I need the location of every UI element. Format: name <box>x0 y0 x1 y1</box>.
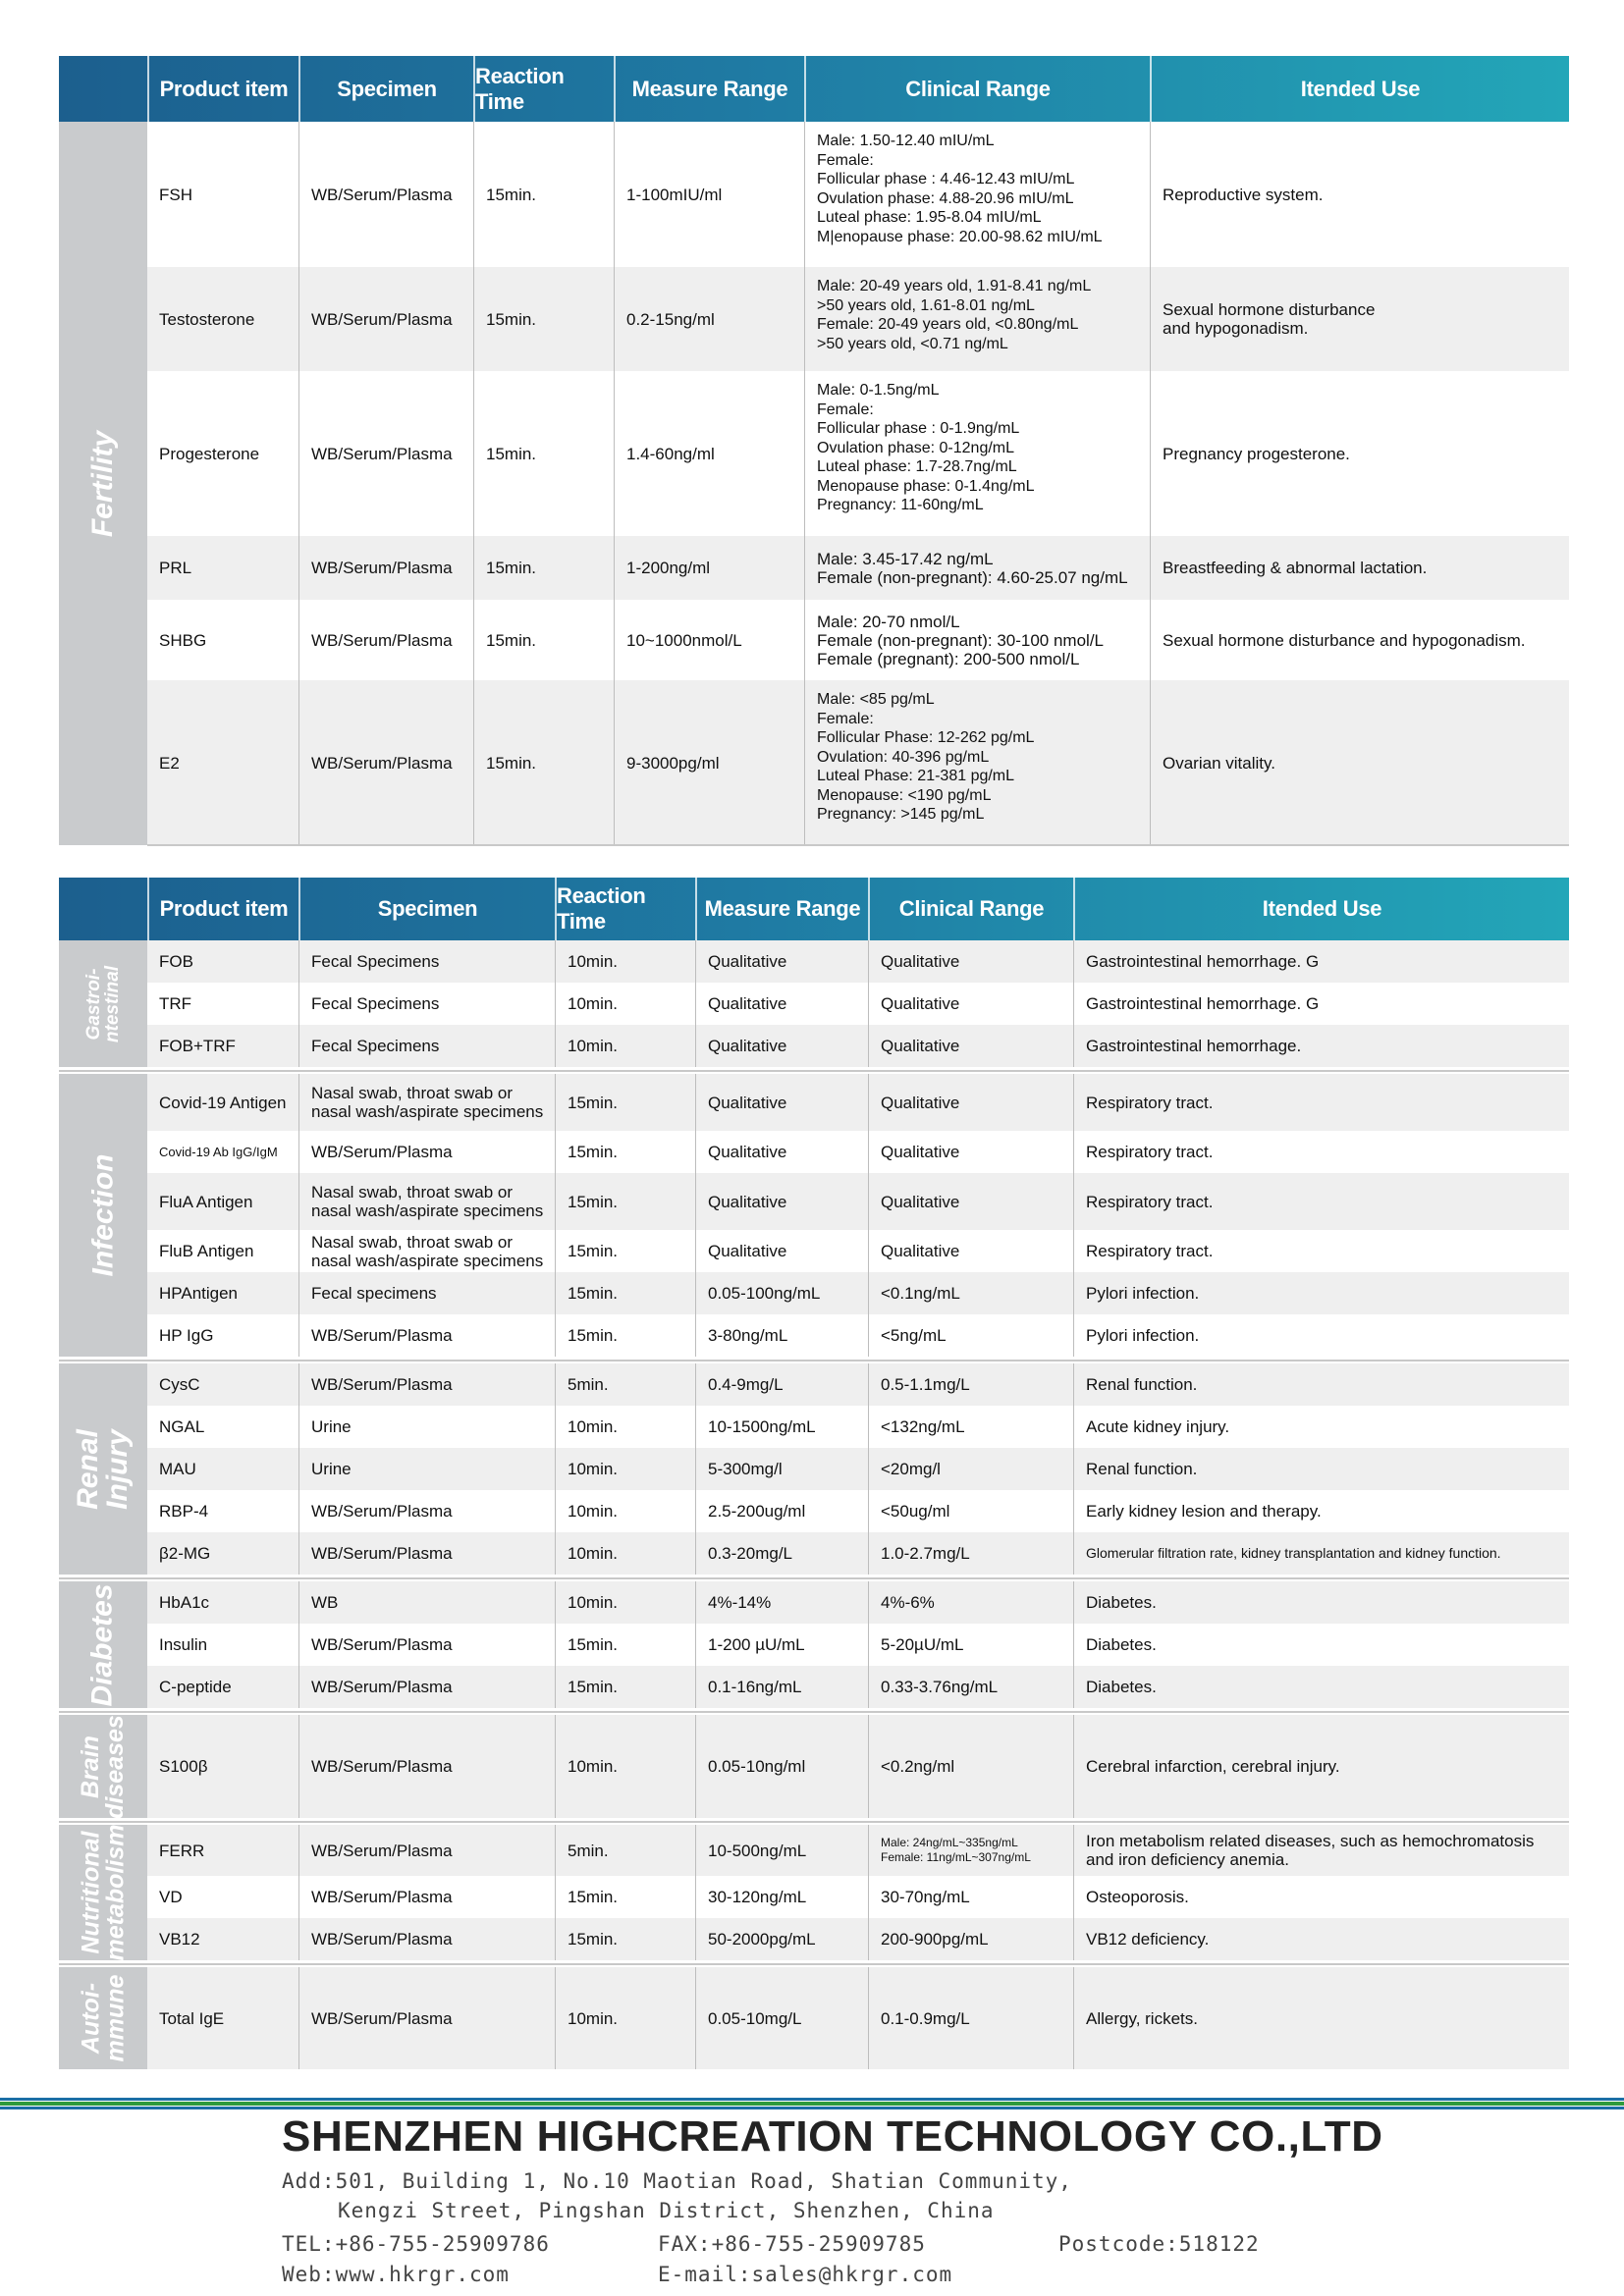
product-item-cell: S100β <box>159 1757 208 1776</box>
reaction-time-cell: 10min. <box>555 1406 695 1448</box>
table-bottom-rule <box>147 844 1569 846</box>
specimen-cell: WB/Serum/Plasma <box>298 1666 555 1708</box>
group-rule <box>59 1360 1569 1362</box>
specimen-cell: Fecal specimens <box>298 1272 555 1314</box>
product-item-cell: TRF <box>159 994 192 1013</box>
product-item-cell: NGAL <box>159 1417 205 1436</box>
intended-use-cell: Diabetes. <box>1073 1624 1569 1666</box>
table-row <box>147 1490 1569 1532</box>
reaction-time-cell: 10min. <box>555 1448 695 1490</box>
measure-range-cell: 10-1500ng/mL <box>695 1406 868 1448</box>
address-line-2: Kengzi Street, Pingshan District, Shenzhen, China <box>338 2199 995 2222</box>
intended-use-cell: Cerebral infarction, cerebral injury. <box>1073 1715 1569 1818</box>
intended-use-cell: Gastrointestinal hemorrhage. G <box>1073 983 1569 1025</box>
product-item-cell: Covid-19 Ab IgG/IgM <box>159 1145 278 1159</box>
measure-range-cell: 0.4-9mg/L <box>695 1363 868 1406</box>
clinical-range-cell: Male: 24ng/mL~335ng/mL Female: 11ng/mL~307ng/mL <box>868 1825 1073 1876</box>
reaction-time-cell: 15min. <box>473 267 614 371</box>
specimen-cell: Urine <box>298 1448 555 1490</box>
reaction-time-cell: 15min. <box>555 1918 695 1960</box>
table-row <box>147 1406 1569 1448</box>
intended-use-cell: Gastrointestinal hemorrhage. G <box>1073 940 1569 983</box>
specimen-cell: WB/Serum/Plasma <box>298 600 473 680</box>
group-rule <box>59 1711 1569 1713</box>
fertility-table <box>59 56 1569 845</box>
group-rule <box>59 1821 1569 1823</box>
measure-range-cell: 0.1-16ng/mL <box>695 1666 868 1708</box>
specimen-cell: WB/Serum/Plasma <box>298 1131 555 1173</box>
table-row <box>147 1025 1569 1067</box>
company-name: SHENZHEN HIGHCREATION TECHNOLOGY CO.,LTD <box>282 2112 1383 2161</box>
header-intended-use: Itended Use <box>1150 56 1569 122</box>
specimen-cell: WB/Serum/Plasma <box>298 1624 555 1666</box>
product-item-cell: HbA1c <box>159 1593 210 1612</box>
intended-use-cell: Osteoporosis. <box>1073 1876 1569 1918</box>
header-product-item: Product item <box>147 56 298 122</box>
reaction-time-cell: 10min. <box>555 1581 695 1624</box>
measure-range-cell: 1-100mIU/ml <box>614 122 804 267</box>
intended-use-cell: Ovarian vitality. <box>1150 680 1569 845</box>
reaction-time-cell: 10min. <box>555 983 695 1025</box>
table-row <box>147 267 1569 371</box>
measure-range-cell: 3-80ng/mL <box>695 1314 868 1357</box>
header-clinical-range: Clinical Range <box>804 56 1150 122</box>
header-blank <box>59 56 147 122</box>
reaction-time-cell: 10min. <box>555 1967 695 2069</box>
specimen-cell: WB/Serum/Plasma <box>298 1532 555 1575</box>
reaction-time-cell: 10min. <box>555 940 695 983</box>
clinical-range-cell: 5-20µU/mL <box>868 1624 1073 1666</box>
website: Web:www.hkrgr.com <box>282 2263 510 2286</box>
specimen-cell: WB/Serum/Plasma <box>298 1490 555 1532</box>
measure-range-cell: 9-3000pg/ml <box>614 680 804 845</box>
reaction-time-cell: 15min. <box>555 1173 695 1230</box>
clinical-range-cell: <20mg/l <box>868 1448 1073 1490</box>
intended-use-cell: Respiratory tract. <box>1073 1230 1569 1272</box>
reaction-time-cell: 15min. <box>555 1624 695 1666</box>
table-row <box>147 1581 1569 1624</box>
intended-use-cell: Early kidney lesion and therapy. <box>1073 1490 1569 1532</box>
measure-range-cell: 5-300mg/l <box>695 1448 868 1490</box>
reaction-time-cell: 15min. <box>555 1131 695 1173</box>
reaction-time-cell: 15min. <box>473 536 614 600</box>
category-label: Diabetes <box>86 1582 119 1707</box>
measure-range-cell: 2.5-200ug/ml <box>695 1490 868 1532</box>
measure-range-cell: 0.05-10ng/ml <box>695 1715 868 1818</box>
table-row <box>147 536 1569 600</box>
table-row <box>147 1230 1569 1272</box>
category-cell <box>59 1074 147 1357</box>
intended-use-cell: Respiratory tract. <box>1073 1131 1569 1173</box>
header-specimen: Specimen <box>298 56 473 122</box>
header-measure-range: Measure Range <box>695 878 868 940</box>
category-label: Gastroi- ntestinal <box>83 965 123 1042</box>
product-item-cell: PRL <box>159 559 192 577</box>
measure-range-cell: 1-200ng/ml <box>614 536 804 600</box>
measure-range-cell: 0.05-100ng/mL <box>695 1272 868 1314</box>
category-cell <box>59 1581 147 1708</box>
clinical-range-cell: <132ng/mL <box>868 1406 1073 1448</box>
reaction-time-cell: 15min. <box>555 1230 695 1272</box>
category-cell <box>59 940 147 1067</box>
specimen-cell: Fecal Specimens <box>298 983 555 1025</box>
specimen-cell: WB/Serum/Plasma <box>298 536 473 600</box>
reaction-time-cell: 15min. <box>555 1272 695 1314</box>
category-label: Autoi- mmune <box>77 1974 129 2062</box>
product-item-cell: MAU <box>159 1460 196 1478</box>
reaction-time-cell: 15min. <box>555 1876 695 1918</box>
intended-use-cell: Renal function. <box>1073 1448 1569 1490</box>
intended-use-cell: Pylori infection. <box>1073 1272 1569 1314</box>
product-item-cell: VB12 <box>159 1930 200 1949</box>
clinical-range-cell: Qualitative <box>868 1074 1073 1131</box>
product-item-cell: RBP-4 <box>159 1502 209 1521</box>
product-item-cell: Insulin <box>159 1635 208 1654</box>
specimen-cell: WB/Serum/Plasma <box>298 680 473 845</box>
reaction-time-cell: 10min. <box>555 1715 695 1818</box>
clinical-range-cell: Male: 20-70 nmol/L Female (non-pregnant): 30-100 nmol/L Female (pregnant): 200-500 nmol/L <box>804 600 1150 680</box>
table-row <box>147 1715 1569 1818</box>
intended-use-cell: Sexual hormone disturbance and hypogonadism. <box>1150 267 1569 371</box>
clinical-range-cell: 1.0-2.7mg/L <box>868 1532 1073 1575</box>
specimen-cell: WB/Serum/Plasma <box>298 1825 555 1876</box>
table-row <box>147 940 1569 983</box>
measure-range-cell: 50-2000pg/mL <box>695 1918 868 1960</box>
footer-rule-blue-top <box>0 2098 1624 2101</box>
table-row <box>147 1448 1569 1490</box>
table-row <box>147 371 1569 536</box>
footer-rule-green <box>0 2102 1624 2106</box>
product-item-cell: CysC <box>159 1375 200 1394</box>
table-row <box>147 1876 1569 1918</box>
intended-use-cell: Glomerular filtration rate, kidney transplantation and kidney function. <box>1073 1532 1569 1575</box>
specimen-cell: Fecal Specimens <box>298 1025 555 1067</box>
header-reaction-time: Reaction Time <box>473 56 614 122</box>
header-specimen: Specimen <box>298 878 555 940</box>
product-item-cell: VD <box>159 1888 183 1906</box>
measure-range-cell: 10~1000nmol/L <box>614 600 804 680</box>
header-measure-range: Measure Range <box>614 56 804 122</box>
specimen-cell: Nasal swab, throat swab or nasal wash/aspirate specimens <box>298 1230 555 1272</box>
reaction-time-cell: 5min. <box>555 1825 695 1876</box>
intended-use-cell: Iron metabolism related diseases, such as hemochromatosis and iron deficiency anemia. <box>1073 1825 1569 1876</box>
specimen-cell: WB/Serum/Plasma <box>298 1967 555 2069</box>
intended-use-cell: Pylori infection. <box>1073 1314 1569 1357</box>
table-header <box>59 878 1569 940</box>
measure-range-cell: 0.3-20mg/L <box>695 1532 868 1575</box>
measure-range-cell: 30-120ng/mL <box>695 1876 868 1918</box>
measure-range-cell: Qualitative <box>695 1131 868 1173</box>
specimen-cell: WB/Serum/Plasma <box>298 1918 555 1960</box>
reaction-time-cell: 15min. <box>555 1074 695 1131</box>
postcode: Postcode:518122 <box>1058 2232 1260 2256</box>
clinical-range-cell: Qualitative <box>868 1025 1073 1067</box>
table-header <box>59 56 1569 122</box>
table-row <box>147 1666 1569 1708</box>
specimen-cell: WB/Serum/Plasma <box>298 371 473 536</box>
address-line-1: Add:501, Building 1, No.10 Maotian Road, Shatian Community, <box>282 2169 1072 2193</box>
table-row <box>147 983 1569 1025</box>
clinical-range-cell: Male: 20-49 years old, 1.91-8.41 ng/mL >50 years old, 1.61-8.01 ng/mL Female: 20-49 years old, <0.80ng/mL >50 years old, <0.71 ng/mL <box>804 267 1150 371</box>
group-rule <box>59 1070 1569 1072</box>
category-cell <box>59 1715 147 1818</box>
clinical-range-cell: Qualitative <box>868 1131 1073 1173</box>
intended-use-cell: Reproductive system. <box>1150 122 1569 267</box>
table-row <box>147 1074 1569 1131</box>
assay-table <box>59 878 1569 2095</box>
footer-rule-blue-bottom <box>0 2107 1624 2109</box>
specimen-cell: WB/Serum/Plasma <box>298 1363 555 1406</box>
measure-range-cell: Qualitative <box>695 940 868 983</box>
header-clinical-range: Clinical Range <box>868 878 1073 940</box>
product-item-cell: FOB <box>159 952 193 971</box>
specimen-cell: WB/Serum/Plasma <box>298 267 473 371</box>
category-label: Nutritional metabolism <box>77 1824 129 1961</box>
category-fertility <box>59 122 147 845</box>
table-row <box>147 1173 1569 1230</box>
specimen-cell: Urine <box>298 1406 555 1448</box>
table-row <box>147 1314 1569 1357</box>
intended-use-cell: VB12 deficiency. <box>1073 1918 1569 1960</box>
product-item-cell: Testosterone <box>159 309 255 329</box>
product-item-cell: SHBG <box>159 630 207 650</box>
product-item-cell: C-peptide <box>159 1678 232 1696</box>
table-row <box>147 1825 1569 1876</box>
specimen-cell: WB <box>298 1581 555 1624</box>
reaction-time-cell: 15min. <box>555 1314 695 1357</box>
intended-use-cell: Respiratory tract. <box>1073 1074 1569 1131</box>
reaction-time-cell: 5min. <box>555 1363 695 1406</box>
clinical-range-cell: Male: 0-1.5ng/mL Female: Follicular phase : 0-1.9ng/mL Ovulation phase: 0-12ng/mL Luteal phase: 1.7-28.7ng/mL Menopause phase: 0-1.4ng/mL Pregnancy: 11-60ng/mL <box>804 371 1150 536</box>
clinical-range-cell: Male: 1.50-12.40 mIU/mL Female: Follicular phase : 4.46-12.43 mIU/mL Ovulation phase: 4.88-20.96 mIU/mL Luteal phase: 1.95-8.04 mIU/mL M|enopause phase: 20.00-98.62 mIU/mL <box>804 122 1150 267</box>
intended-use-cell: Acute kidney injury. <box>1073 1406 1569 1448</box>
table-row <box>147 1532 1569 1575</box>
measure-range-cell: Qualitative <box>695 1230 868 1272</box>
measure-range-cell: 10-500ng/mL <box>695 1825 868 1876</box>
category-label: Brain diseases <box>77 1714 130 1819</box>
group-rule <box>59 1577 1569 1579</box>
clinical-range-cell: <0.2ng/ml <box>868 1715 1073 1818</box>
measure-range-cell: 0.2-15ng/ml <box>614 267 804 371</box>
intended-use-cell: Sexual hormone disturbance and hypogonadism. <box>1150 600 1569 680</box>
table-row <box>147 1131 1569 1173</box>
clinical-range-cell: <0.1ng/mL <box>868 1272 1073 1314</box>
specimen-cell: WB/Serum/Plasma <box>298 1715 555 1818</box>
clinical-range-cell: 30-70ng/mL <box>868 1876 1073 1918</box>
product-item-cell: FluA Antigen <box>159 1192 253 1211</box>
clinical-range-cell: Male: <85 pg/mL Female: Follicular Phase: 12-262 pg/mL Ovulation: 40-396 pg/mL Luteal Phase: 21-381 pg/mL Menopause: <190 pg/mL Pregnancy: >145 pg/mL <box>804 680 1150 845</box>
product-item-cell: FSH <box>159 185 192 204</box>
intended-use-cell: Respiratory tract. <box>1073 1173 1569 1230</box>
clinical-range-cell: 0.1-0.9mg/L <box>868 1967 1073 2069</box>
reaction-time-cell: 15min. <box>473 122 614 267</box>
clinical-range-cell: <50ug/ml <box>868 1490 1073 1532</box>
table-row <box>147 680 1569 845</box>
specimen-cell: WB/Serum/Plasma <box>298 1314 555 1357</box>
clinical-range-cell: 0.33-3.76ng/mL <box>868 1666 1073 1708</box>
measure-range-cell: 1.4-60ng/ml <box>614 371 804 536</box>
clinical-range-cell: 200-900pg/mL <box>868 1918 1073 1960</box>
reaction-time-cell: 10min. <box>555 1490 695 1532</box>
category-label: Renal Injury <box>72 1428 134 1510</box>
specimen-cell: Nasal swab, throat swab or nasal wash/aspirate specimens <box>298 1173 555 1230</box>
product-item-cell: Progesterone <box>159 444 260 463</box>
reaction-time-cell: 15min. <box>473 680 614 845</box>
category-cell <box>59 1825 147 1960</box>
specimen-cell: Fecal Specimens <box>298 940 555 983</box>
specimen-cell: WB/Serum/Plasma <box>298 122 473 267</box>
table-row <box>147 600 1569 680</box>
product-item-cell: FERR <box>159 1841 205 1860</box>
table-row <box>147 122 1569 267</box>
intended-use-cell: Renal function. <box>1073 1363 1569 1406</box>
header-intended-use: Itended Use <box>1073 878 1569 940</box>
product-item-cell: β2-MG <box>159 1544 211 1563</box>
category-label: Fertility <box>86 430 120 537</box>
header-product-item: Product item <box>147 878 298 940</box>
clinical-range-cell: 4%-6% <box>868 1581 1073 1624</box>
reaction-time-cell: 15min. <box>473 600 614 680</box>
category-label: Infection <box>86 1153 119 1277</box>
intended-use-cell: Diabetes. <box>1073 1666 1569 1708</box>
reaction-time-cell: 15min. <box>555 1666 695 1708</box>
intended-use-cell: Breastfeeding & abnormal lactation. <box>1150 536 1569 600</box>
clinical-range-cell: Qualitative <box>868 983 1073 1025</box>
group-rule <box>59 1963 1569 1965</box>
header-blank <box>59 878 147 940</box>
intended-use-cell: Diabetes. <box>1073 1581 1569 1624</box>
measure-range-cell: Qualitative <box>695 1025 868 1067</box>
specimen-cell: Nasal swab, throat swab or nasal wash/aspirate specimens <box>298 1074 555 1131</box>
measure-range-cell: Qualitative <box>695 1074 868 1131</box>
reaction-time-cell: 10min. <box>555 1025 695 1067</box>
measure-range-cell: 4%-14% <box>695 1581 868 1624</box>
table-row <box>147 1272 1569 1314</box>
category-cell <box>59 1967 147 2069</box>
specimen-cell: WB/Serum/Plasma <box>298 1876 555 1918</box>
reaction-time-cell: 10min. <box>555 1532 695 1575</box>
clinical-range-cell: Qualitative <box>868 1230 1073 1272</box>
product-item-cell: HP IgG <box>159 1326 214 1345</box>
clinical-range-cell: <5ng/mL <box>868 1314 1073 1357</box>
table-row <box>147 1967 1569 2069</box>
intended-use-cell: Allergy, rickets. <box>1073 1967 1569 2069</box>
measure-range-cell: 1-200 µU/mL <box>695 1624 868 1666</box>
clinical-range-cell: Qualitative <box>868 940 1073 983</box>
category-cell <box>59 1363 147 1575</box>
reaction-time-cell: 15min. <box>473 371 614 536</box>
product-item-cell: FluB Antigen <box>159 1242 254 1260</box>
table-row <box>147 1918 1569 1960</box>
clinical-range-cell: 0.5-1.1mg/L <box>868 1363 1073 1406</box>
header-reaction-time: Reaction Time <box>555 878 695 940</box>
intended-use-cell: Pregnancy progesterone. <box>1150 371 1569 536</box>
table-row <box>147 1363 1569 1406</box>
product-item-cell: FOB+TRF <box>159 1037 236 1055</box>
measure-range-cell: Qualitative <box>695 1173 868 1230</box>
intended-use-cell: Gastrointestinal hemorrhage. <box>1073 1025 1569 1067</box>
telephone: TEL:+86-755-25909786 <box>282 2232 550 2256</box>
table-row <box>147 1624 1569 1666</box>
clinical-range-cell: Qualitative <box>868 1173 1073 1230</box>
product-item-cell: Total IgE <box>159 2008 225 2028</box>
measure-range-cell: 0.05-10mg/L <box>695 1967 868 2069</box>
measure-range-cell: Qualitative <box>695 983 868 1025</box>
clinical-range-cell: Male: 3.45-17.42 ng/mL Female (non-pregnant): 4.60-25.07 ng/mL <box>804 536 1150 600</box>
email: E-mail:sales@hkrgr.com <box>658 2263 953 2286</box>
product-item-cell: Covid-19 Antigen <box>159 1093 287 1112</box>
fax: FAX:+86-755-25909785 <box>658 2232 926 2256</box>
product-item-cell: E2 <box>159 753 180 773</box>
product-item-cell: HPAntigen <box>159 1284 239 1303</box>
